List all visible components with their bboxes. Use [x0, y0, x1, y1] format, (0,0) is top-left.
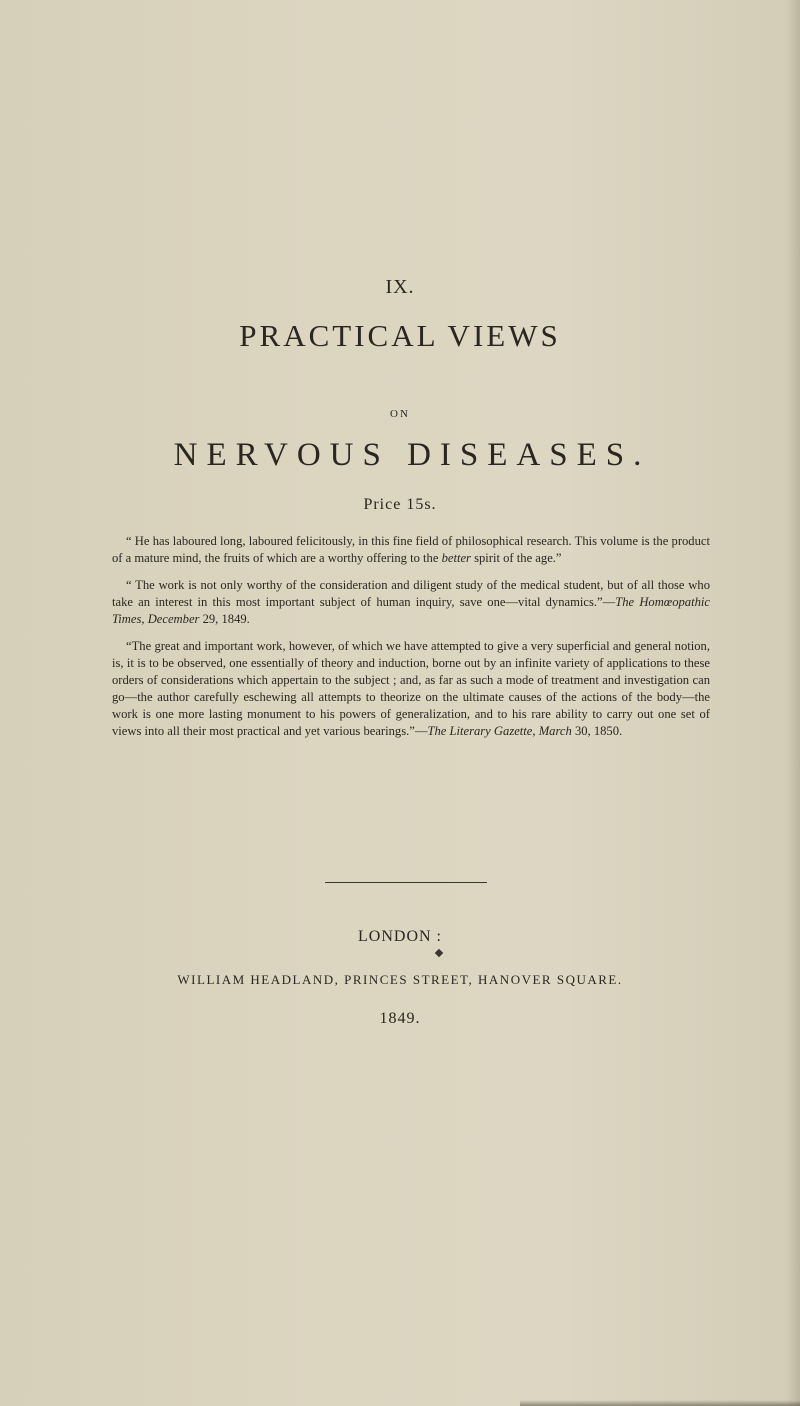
title-line-2: NERVOUS DISEASES.	[173, 437, 651, 473]
quote-source: The Literary Gazette, March	[427, 724, 572, 738]
review-quote-2: “ The work is not only worthy of the consideration and diligent study of the medical student, but of all those who take an interest in this most important subject of human inquiry, save one—vital dynamics.”—The Homœopathic Times, December 29, 1849.	[112, 578, 710, 626]
page-bottom-edge	[520, 1400, 800, 1406]
page-edge-shadow	[786, 0, 800, 1406]
review-quote-3: “The great and important work, however, of which we have attempted to give a very superficial and general notion, is, it is to be observed, one essentially of theory and induction, borne out by an infinite variety of applications to these orders of considerations which appertain to the subject ; and, as far as such a mode of treatment and investigation can go—the author carefully eschewing all attempts to theorize on the ultimate causes of the actions of the body—the work is one more lasting monument to his powers of generalization, and to his rare ability to carry out one set of views into all their most practical and yet various bearings.”—The Literary Gazette, March 30, 1850.	[112, 639, 710, 738]
review-quotes	[112, 533, 710, 750]
imprint-year: 1849.	[379, 1010, 421, 1027]
quote-source: The Homœopathic Times, December	[112, 595, 710, 626]
imprint-publisher: WILLIAM HEADLAND, PRINCES STREET, HANOVER SQUARE.	[177, 972, 623, 987]
section-numeral: IX.	[385, 276, 415, 298]
italic-word: better	[441, 551, 471, 565]
title-connector: ON	[390, 408, 410, 420]
divider-rule	[325, 882, 487, 883]
price: Price 15s.	[363, 496, 437, 513]
imprint-city: LONDON :	[358, 928, 442, 945]
title-line-1: PRACTICAL VIEWS	[239, 318, 561, 353]
quote-date: 29, 1849.	[199, 612, 250, 626]
quote-date: 30, 1850.	[571, 724, 623, 738]
review-quote-1: “ He has laboured long, laboured felicitously, in this fine field of philosophical research. This volume is the product of a mature mind, the fruits of which are a worthy offering to the better spirit of the age.”	[112, 534, 710, 565]
